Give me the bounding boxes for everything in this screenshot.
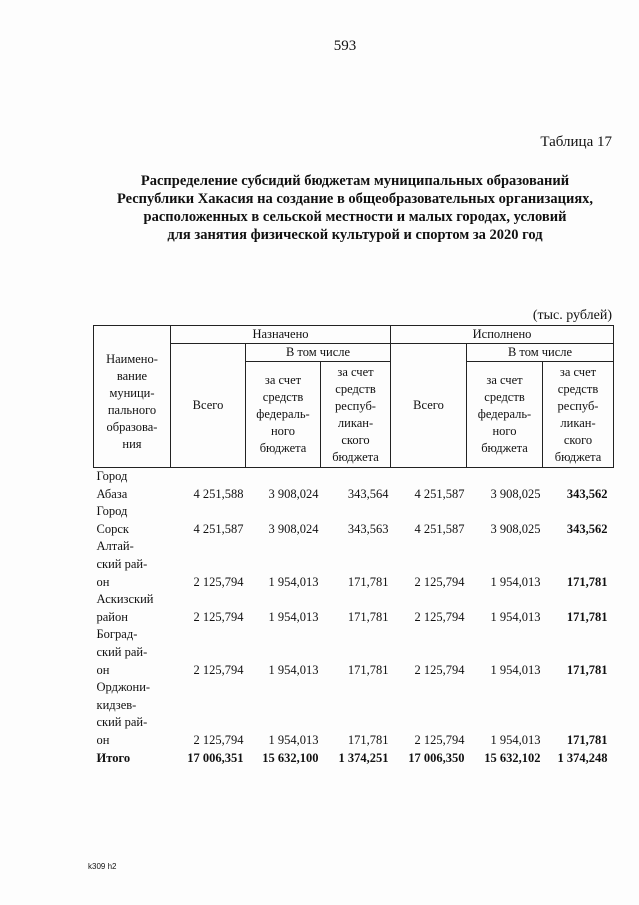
cell-assigned-total: 4 251,588	[193, 486, 244, 501]
table-label: Таблица 17	[540, 134, 612, 150]
cell-assigned-federal: 3 908,024	[268, 521, 319, 536]
cell-assigned-total: 2 125,794	[193, 574, 244, 589]
municipality-name: Город Сорск	[96, 504, 129, 536]
header-executed-federal: за счет средств федераль- ного бюджета	[467, 362, 543, 468]
municipality-name: Боград- ский рай- он	[96, 627, 148, 677]
cell-executed-total: 2 125,794	[414, 609, 465, 624]
header-executed: Исполнено	[391, 326, 614, 344]
table-row	[94, 538, 614, 591]
cell-executed-republic: 171,781	[566, 732, 608, 747]
title-line: расположенных в сельской местности и малых городах, условий	[143, 209, 567, 225]
cell-assigned-total: 4 251,587	[193, 521, 244, 536]
header-assigned-including: В том числе	[246, 344, 391, 362]
header-assigned-total: Всего	[171, 344, 246, 468]
footer-code: k309 h2	[88, 862, 117, 871]
cell-executed-republic: 343,562	[566, 486, 608, 501]
total-row	[94, 750, 614, 768]
cell-assigned-republic: 171,781	[347, 662, 389, 677]
cell-assigned-total: 2 125,794	[193, 609, 244, 624]
cell-assigned-federal: 1 954,013	[268, 732, 319, 747]
header-executed-republic: за счет средств респуб- ликан- ского бюджета	[543, 362, 614, 468]
cell-executed-republic: 343,562	[566, 521, 608, 536]
cell-executed-federal: 1 954,013	[490, 662, 541, 677]
cell-assigned-federal: 3 908,024	[268, 486, 319, 501]
cell-assigned-republic: 343,564	[347, 486, 389, 501]
units-label: (тыс. рублей)	[532, 308, 612, 323]
cell-assigned-federal: 1 954,013	[268, 609, 319, 624]
cell-assigned-republic: 171,781	[347, 574, 389, 589]
cell-executed-republic: 171,781	[566, 662, 608, 677]
page-number: 593	[333, 38, 357, 54]
cell-executed-federal: 1 954,013	[490, 732, 541, 747]
header-assigned: Назначено	[171, 326, 391, 344]
header-executed-total: Всего	[391, 344, 467, 468]
cell-assigned-republic: 343,563	[347, 521, 389, 536]
municipality-name: Итого	[96, 750, 131, 765]
cell-executed-total: 4 251,587	[414, 486, 465, 501]
municipality-name: Орджони- кидзев- ский рай- он	[96, 680, 151, 747]
cell-executed-total: 2 125,794	[414, 732, 465, 747]
table-row	[94, 503, 614, 538]
cell-executed-total: 4 251,587	[414, 521, 465, 536]
cell-assigned-republic: 1 374,251	[338, 750, 389, 765]
cell-executed-federal: 1 954,013	[490, 609, 541, 624]
cell-executed-total: 2 125,794	[414, 574, 465, 589]
cell-assigned-total: 2 125,794	[193, 732, 244, 747]
municipality-name: Алтай- ский рай- он	[96, 539, 148, 589]
header-assigned-republic: за счет средств респуб- ликан- ского бюджета	[321, 362, 391, 468]
cell-assigned-republic: 171,781	[347, 732, 389, 747]
cell-assigned-federal: 1 954,013	[268, 662, 319, 677]
header-executed-including: В том числе	[467, 344, 614, 362]
table-row	[94, 626, 614, 679]
cell-executed-total: 2 125,794	[414, 662, 465, 677]
cell-executed-total: 17 006,350	[408, 750, 465, 765]
table-row	[94, 591, 614, 626]
table-row	[94, 679, 614, 749]
cell-executed-federal: 15 632,102	[484, 750, 541, 765]
title-line: Республики Хакасия на создание в общеобразовательных организациях,	[116, 191, 594, 207]
cell-executed-republic: 1 374,248	[557, 750, 608, 765]
cell-executed-republic: 171,781	[566, 609, 608, 624]
cell-assigned-republic: 171,781	[347, 609, 389, 624]
municipality-name: Город Абаза	[96, 469, 128, 501]
cell-assigned-total: 2 125,794	[193, 662, 244, 677]
cell-assigned-total: 17 006,351	[187, 750, 244, 765]
cell-assigned-federal: 1 954,013	[268, 574, 319, 589]
cell-assigned-federal: 15 632,100	[262, 750, 319, 765]
cell-executed-republic: 171,781	[566, 574, 608, 589]
header-assigned-federal: за счет средств федераль- ного бюджета	[246, 362, 321, 468]
municipality-name: Аскизский район	[96, 592, 154, 624]
title-line: для занятия физической культурой и спортом за 2020 год	[167, 227, 543, 243]
cell-executed-federal: 3 908,025	[490, 521, 541, 536]
header-name: Наимено- вание муници- пального образова- ния	[94, 326, 171, 468]
cell-executed-federal: 1 954,013	[490, 574, 541, 589]
table-title	[80, 172, 630, 244]
table-row	[94, 468, 614, 504]
subsidy-table	[93, 325, 614, 767]
cell-executed-federal: 3 908,025	[490, 486, 541, 501]
title-line: Распределение субсидий бюджетам муниципальных образований	[140, 173, 570, 189]
